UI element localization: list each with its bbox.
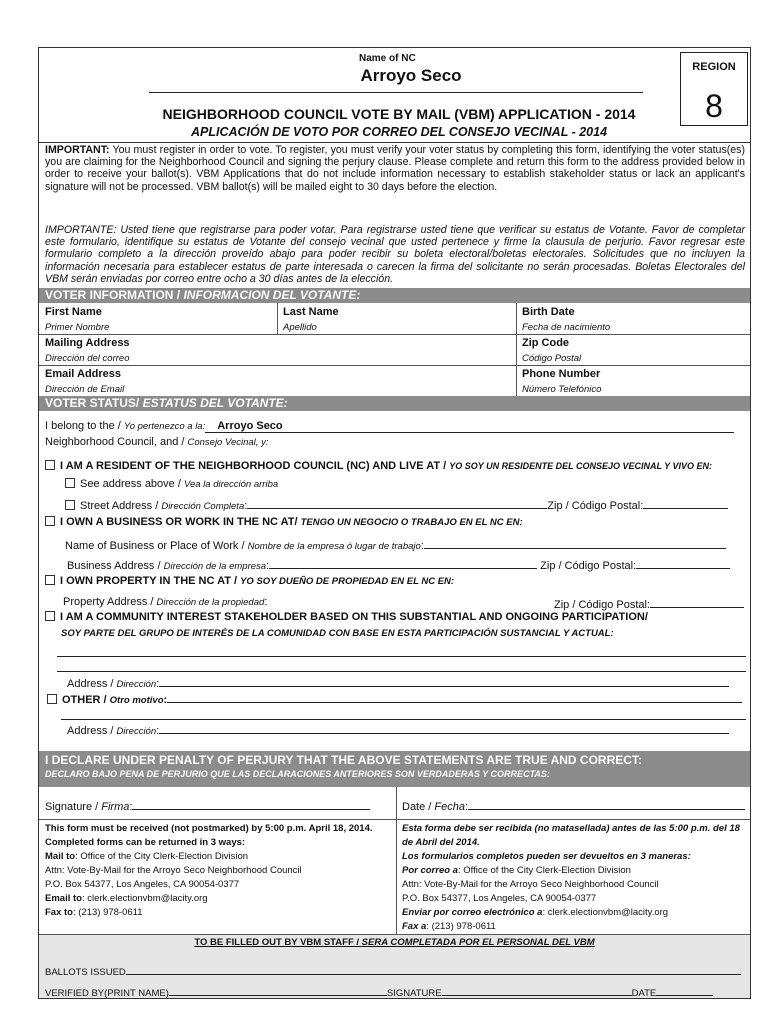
return-info-es [402,822,746,934]
ballots-issued-row [45,964,741,978]
fax-to-label: Fax to [45,907,73,918]
own-property-es: YO SOY DUEÑO DE PROPIEDAD EN EL NC EN [240,576,451,587]
business-address-row: Business Address / Dirección de la empresa: Zip / Código Postal: [67,557,730,572]
attn-en: Attn: Vote-By-Mail for the Arroyo Seco Neighborhood Council [45,865,302,876]
region-label: REGION [692,61,736,73]
signature-row: Signature / Firma: [45,798,370,813]
fax-to-row [45,906,393,920]
important-en-label: IMPORTANT: [45,144,110,156]
header-divider [39,142,750,143]
nc-name: Arroyo Seco [360,66,462,85]
es-mail-row [402,864,746,878]
return-deadline-es: Esta forma debe ser recibida (no matasellada) antes de las 5:00 p.m. del 18 de Abril del 2014. [402,823,740,848]
staff-title [39,937,750,948]
business-zip-field[interactable] [636,557,730,569]
belong-label: I belong to the / [45,420,124,432]
important-es: IMPORTANTE: Usted tiene que registrarse para poder votar. Para registrarse usted tiene que verificar su estatus de Votante. Favor de completar este formulario, identifique su estatus de Votante del consejo vecinal que usted pertenece y firme la clausula de perjurio. Favor regresar este formulario completo a la dirección proveído abajo para poder recibir su boleta electoral/boletas electorales. Solicitudes que no incluyen la información necesaria para establecer estatus de parte interesada o carecen la firma del solicitante no serán procesadas. Boletas Electorales del VBM serán enviadas por correo entre ocho a 30 días antes de la elección. [45,224,745,285]
region-number: 8 [705,88,723,124]
es-email-text: : clerk.electionvbm@lacity.org [542,907,669,918]
es-fax-text: : (213) 978-0611 [426,921,496,932]
community-address-label: Address / [67,678,117,690]
mailing-address-es: Dirección del correo [45,353,130,364]
street-address-label: Street Address / [80,500,162,512]
declaration-es: DECLARO BAJO PENA DE PERJURIO QUE LAS DECLARACIONES ANTERIORES SON VERDADERAS Y CORRECTAS: [45,769,550,779]
verified-by-field[interactable] [169,985,387,996]
community-address-es: Dirección [116,679,157,690]
own-business-checkbox[interactable] [45,516,55,526]
own-business-row [45,516,523,528]
see-above-checkbox[interactable] [65,478,75,488]
resident-label-es: YO SOY UN RESIDENTE DEL CONSEJO VECINAL Y VIVO EN [449,461,710,471]
street-zip-label: Zip / Código Postal: [547,500,644,512]
email-to-label: Email to [45,893,82,904]
community-es: SOY PARTE DEL GRUPO DE INTERÉS DE LA COMUNIDAD CON BASE EN ESTA PARTICIPACIÓN SUSTANCIAL Y ACTUAL [61,628,611,639]
community-checkbox[interactable] [45,611,55,621]
fax-to-text: : (213) 978-0611 [72,907,143,918]
nc-and-label: Neighborhood Council, and / [45,436,188,448]
street-address-field[interactable] [247,497,547,509]
verified-by-label: VERIFIED BY(PRINT NAME) [45,988,169,999]
belong-nc-field[interactable]: Arroyo Seco [205,420,734,433]
business-name-field[interactable] [424,537,726,549]
voter-status-bar-es: ESTATUS DEL VOTANTE: [142,396,288,410]
nc-name-underline [149,92,643,93]
property-address-row: Property Address / Dirección de la propiedad: [63,596,268,608]
see-above-es: Vea la dirección arriba [183,479,279,490]
voter-info-bar-en: VOTER INFORMATION / [45,288,184,302]
email-to-row [45,892,393,906]
other-es: Otro motivo [109,695,164,706]
first-name-es: Primer Nombre [45,322,110,333]
phone-number-es: Número Telefónico [522,384,602,395]
mail-to-label: Mail to [45,851,76,862]
region-box [680,52,748,126]
title-es: APLICACIÓN DE VOTO POR CORREO DEL CONSEJO VECINAL - 2014 [190,125,608,139]
voter-info-bar-es: INFORMACION DEL VOTANTE: [183,288,361,302]
name-of-nc-label: Name of NC [359,53,416,64]
resident-label: I AM A RESIDENT OF THE NEIGHBORHOOD COUNCIL (NC) AND LIVE AT / [60,460,450,472]
return-ways-en: Completed forms can be returned in 3 ways: [45,837,246,848]
important-en-text: You must register in order to vote. To register, you must verify your voter status by completing this form, identifying the voter status(es) you are claiming for the Neighborhood Council and signing the perjury clause. Please complete and return this form to the address provided below in order to receive your ballot(s). VBM Applications that do not include information necessary to establish stakeholder status or lack an applicant's signature will not be processed. VBM ballot(s) will be mailed eight to 30 days before the election. [45,144,745,193]
zip-code-label: Zip Code [522,337,570,349]
nc-and-row: Neighborhood Council, and / Consejo Vecinal, y: [45,436,269,448]
voter-status-bar [39,396,750,411]
return-info-col-divider [396,819,397,934]
staff-date-field[interactable] [656,985,713,996]
community-line-2[interactable] [57,671,746,672]
important-en [45,144,745,193]
business-address-label: Business Address / [67,560,164,572]
business-address-es: Dirección de la empresa [163,561,267,572]
declaration-bar [39,751,750,787]
email-address-label: Email Address [45,368,122,380]
es-email-label: Enviar por correo electrónico a [402,907,543,918]
community-row [45,611,648,623]
street-address-es: Dirección Completa [161,501,245,512]
ballots-issued-field[interactable] [126,964,741,975]
last-name-es: Apellido [283,322,317,333]
community-es-row: SOY PARTE DEL GRUPO DE INTERÉS DE LA COMUNIDAD CON BASE EN ESTA PARTICIPACIÓN SUSTANCIAL Y ACTUAL: [61,628,614,639]
last-name-label: Last Name [283,306,339,318]
staff-title-en: TO BE FILLED OUT BY VBM STAFF / [194,937,362,948]
see-above-row [65,478,278,490]
ballots-issued-label: BALLOTS ISSUED [45,967,126,978]
business-name-row: Name of Business or Place of Work / Nombre de la empresa ó lugar de trabajo: [65,537,726,552]
community-label: I AM A COMMUNITY INTEREST STAKEHOLDER BASED ON THIS SUBSTANTIAL AND ONGOING PARTICIPATION/ [60,611,648,623]
birth-date-label: Birth Date [522,306,575,318]
nc-and-es: Consejo Vecinal, y [187,437,266,448]
own-business-es: TENGO UN NEGOCIO O TRABAJO EN EL NC EN: [300,517,523,528]
see-above-label: See address above / [80,478,184,490]
staff-date-label: DATE [631,988,657,999]
property-zip-label: Zip / Código Postal: [554,599,650,611]
mail-to-row [45,850,393,864]
po-box-en: P.O. Box 54377, Los Angeles, CA 90054-0377 [45,879,240,890]
other-address-field[interactable] [159,722,729,734]
belong-label-es: Yo pertenezco a la: [123,421,206,432]
birth-date-es: Fecha de nacimiento [522,322,611,333]
other-line[interactable] [61,719,746,720]
resident-row: I AM A RESIDENT OF THE NEIGHBORHOOD COUNCIL (NC) AND LIVE AT / YO SOY UN RESIDENTE DEL CONSEJO VECINAL Y VIVO EN: [45,460,712,472]
return-deadline-en: This form must be received (not postmarked) by 5:00 p.m. April 18, 2014. [45,823,373,834]
email-address-es: Dirección de Email [45,384,125,395]
street-zip-field[interactable] [643,497,728,509]
return-ways-es: Los formularios completos pueden ser devueltos en 3 maneras: [402,851,691,862]
other-address-es: Dirección [116,726,157,737]
belong-row [45,420,745,433]
vbm-application-form [38,47,751,999]
signature-field[interactable] [132,798,370,810]
business-address-field[interactable] [269,557,537,569]
property-address-es: Dirección de la propiedad [156,597,265,608]
es-mail-label: Por correo a [402,865,458,876]
business-zip-label: Zip / Código Postal: [540,560,637,572]
email-to-text: : clerk.electionvbm@lacity.org [81,893,208,904]
declaration-en: I DECLARE UNDER PENALTY OF PERJURY THAT THE ABOVE STATEMENTS ARE TRUE AND CORRECT: [45,753,642,767]
other-label: OTHER / [62,694,110,706]
date-field[interactable] [468,798,745,810]
es-email-row [402,906,746,920]
signature-label: Signature / [45,801,102,813]
property-zip-field[interactable] [650,596,744,608]
own-property-label: I OWN PROPERTY IN THE NC AT / [60,575,241,587]
mail-to-text: : Office of the City Clerk-Election Division [75,851,249,862]
es-fax-row [402,920,746,934]
info-row-divider-2 [39,365,750,366]
return-info-en [45,822,393,920]
other-field[interactable] [167,691,742,703]
business-name-label: Name of Business or Place of Work / [65,540,248,552]
other-row: OTHER / Otro motivo: [47,691,742,706]
info-row-divider-1 [39,334,750,335]
business-name-es: Nombre de la empresa ó lugar de trabajo [247,541,421,552]
other-address-row: Address / Dirección: [67,722,729,737]
voter-status-bar-en: VOTER STATUS/ [45,396,143,410]
other-address-label: Address / [67,725,117,737]
other-checkbox[interactable] [47,694,57,704]
property-address-label: Property Address / [63,596,157,608]
po-box-es: P.O. Box 54377, Los Angeles, CA 90054-0377 [402,893,597,904]
own-business-label: I OWN A BUSINESS OR WORK IN THE NC AT/ [60,516,301,528]
mailing-address-label: Mailing Address [45,337,130,349]
property-zip-row [554,596,744,611]
info-col-divider-1 [277,303,278,334]
phone-number-label: Phone Number [522,368,601,380]
date-label: Date / [402,801,435,813]
resident-checkbox[interactable] [45,460,55,470]
info-col-divider-2 [516,303,517,396]
date-row: Date / Fecha: [402,798,745,813]
first-name-label: First Name [45,306,102,318]
signature-date-divider [396,787,397,819]
community-line-1[interactable] [57,656,746,657]
community-address-field[interactable] [159,675,729,687]
return-info-divider [39,819,750,820]
street-address-checkbox[interactable] [65,500,75,510]
staff-signature-field[interactable] [442,985,632,996]
staff-title-es: SERA COMPLETADA POR EL PERSONAL DEL VBM [361,937,595,948]
verified-row [45,985,713,999]
zip-code-es: Código Postal [522,353,582,364]
own-property-checkbox[interactable] [45,575,55,585]
own-property-row: I OWN PROPERTY IN THE NC AT / YO SOY DUEÑO DE PROPIEDAD EN EL NC EN: [45,575,454,587]
voter-info-bar [39,288,750,303]
staff-divider [39,934,750,935]
es-mail-text: : Office of the City Clerk-Election Division [457,865,631,876]
date-es: Fecha [434,801,465,813]
staff-signature-label: SIGNATURE [386,988,442,999]
title-en: NEIGHBORHOOD COUNCIL VOTE BY MAIL (VBM) APPLICATION - 2014 [162,106,636,122]
attn-es: Attn: Vote-By-Mail for the Arroyo Seco Neighborhood Council [402,879,659,890]
community-address-row: Address / Dirección: [67,675,729,690]
es-fax-label: Fax a [402,921,427,932]
signature-es: Firma [101,801,130,813]
street-address-row: Street Address / Dirección Completa: Zip / Código Postal: [65,497,728,512]
